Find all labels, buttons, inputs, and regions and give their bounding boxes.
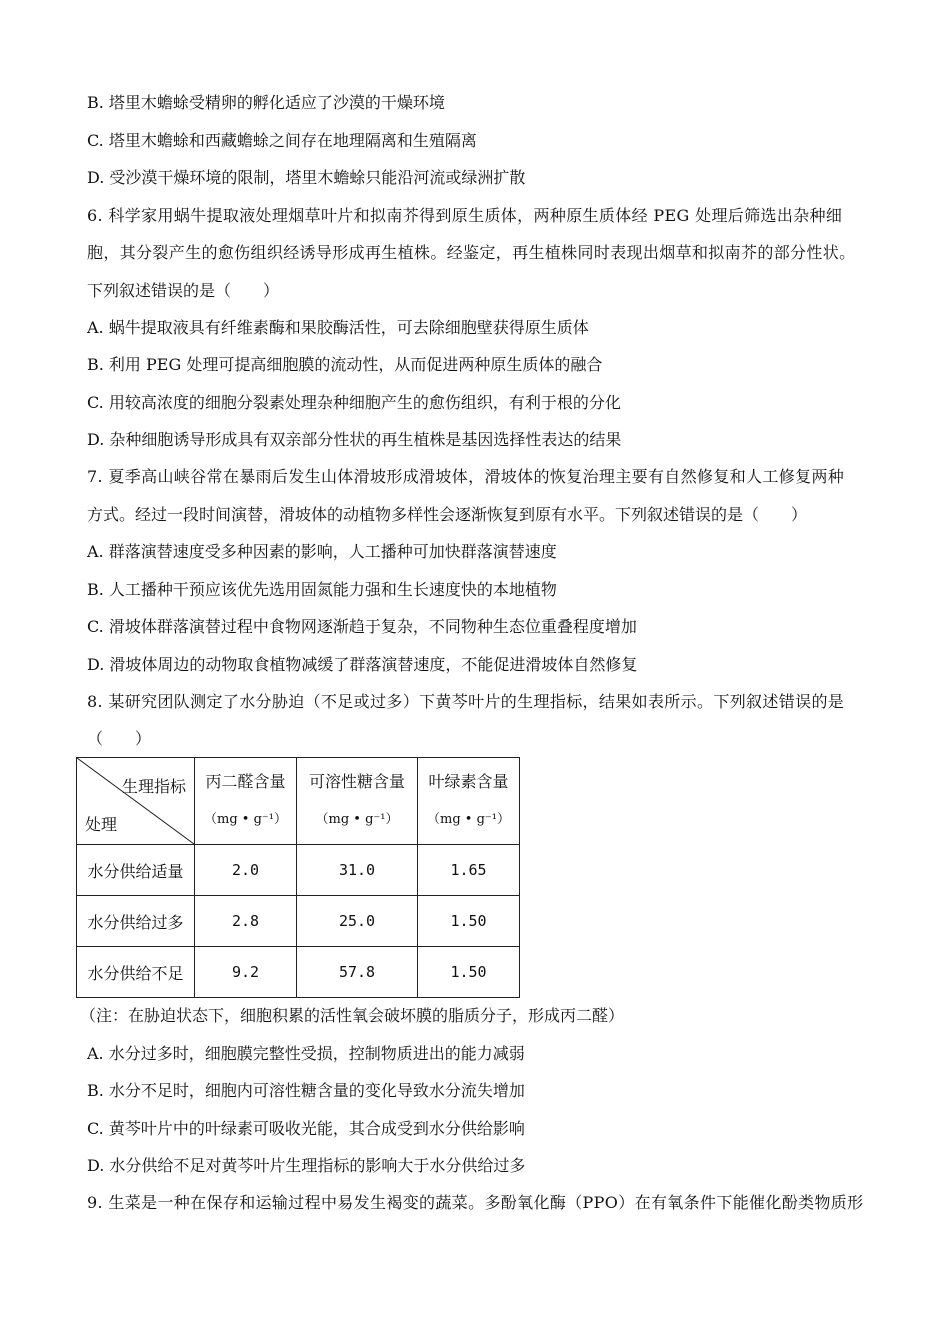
q8-option-a: A. 水分过多时，细胞膜完整性受损，控制物质进出的能力减弱 bbox=[87, 1044, 525, 1063]
cell-sugar: 57.8 bbox=[297, 947, 418, 998]
cell-sugar: 25.0 bbox=[297, 896, 418, 947]
q6-stem-line: 胞，其分裂产生的愈伤组织经诱导形成再生植株。经鉴定，再生植株同时表现出烟草和拟南芥的部分性状。 bbox=[87, 243, 856, 262]
q7-stem-line: 7. 夏季高山峡谷常在暴雨后发生山体滑坡形成滑坡体，滑坡体的恢复治理主要有自然修复和人工修复两种 bbox=[87, 467, 845, 486]
q7-option-b: B. 人工播种干预应该优先选用固氮能力强和生长速度快的本地植物 bbox=[87, 580, 557, 599]
cell-chlorophyll: 1.50 bbox=[418, 896, 520, 947]
corner-column-label: 生理指标 bbox=[121, 777, 186, 796]
row-label: 水分供给适量 bbox=[77, 845, 195, 896]
header-unit: （mg • g⁻¹） bbox=[427, 812, 510, 827]
q6-option-d: D. 杂种细胞诱导形成具有双亲部分性状的再生植株是基因选择性表达的结果 bbox=[87, 430, 622, 449]
cell-chlorophyll: 1.50 bbox=[418, 947, 520, 998]
cell-chlorophyll: 1.65 bbox=[418, 845, 520, 896]
cell-sugar: 31.0 bbox=[297, 845, 418, 896]
header-unit: （mg • g⁻¹） bbox=[315, 812, 399, 827]
q8-option-b: B. 水分不足时，细胞内可溶性糖含量的变化导致水分流失增加 bbox=[87, 1081, 525, 1100]
table-row bbox=[77, 947, 520, 998]
q8-option-d: D. 水分供给不足对黄芩叶片生理指标的影响大于水分供给过多 bbox=[87, 1156, 526, 1175]
q8-stem-line: （ ） bbox=[87, 729, 152, 748]
q7-option-c: C. 滑坡体群落演替过程中食物网逐渐趋于复杂，不同物种生态位重叠程度增加 bbox=[87, 617, 637, 636]
q8-stem-line: 8. 某研究团队测定了水分胁迫（不足或过多）下黄芩叶片的生理指标，结果如表所示。下列叙述错误的是 bbox=[87, 692, 845, 711]
table-row bbox=[77, 896, 520, 947]
row-label: 水分供给不足 bbox=[77, 947, 195, 998]
q5-option-c: C. 塔里木蟾蜍和西藏蟾蜍之间存在地理隔离和生殖隔离 bbox=[87, 131, 477, 150]
q7-option-d: D. 滑坡体周边的动物取食植物减缓了群落演替速度，不能促进滑坡体自然修复 bbox=[87, 655, 638, 674]
q6-stem-line: 下列叙述错误的是（ ） bbox=[87, 281, 280, 300]
q6-option-c: C. 用较高浓度的细胞分裂素处理杂种细胞产生的愈伤组织，有利于根的分化 bbox=[87, 393, 621, 412]
corner-row-label: 处理 bbox=[85, 815, 118, 834]
header-name: 可溶性糖含量 bbox=[308, 772, 405, 791]
q6-option-b: B. 利用 PEG 处理可提高细胞膜的流动性，从而促进两种原生质体的融合 bbox=[87, 355, 603, 374]
header-name: 叶绿素含量 bbox=[428, 772, 509, 791]
q6-stem-line: 6. 科学家用蜗牛提取液处理烟草叶片和拟南芥得到原生质体，两种原生质体经 PEG 处理后筛选出杂种细 bbox=[87, 206, 843, 225]
table-corner-cell bbox=[77, 758, 195, 845]
cell-mda: 2.8 bbox=[195, 896, 297, 947]
header-chlorophyll bbox=[418, 758, 520, 845]
cell-mda: 2.0 bbox=[195, 845, 297, 896]
table-row bbox=[77, 845, 520, 896]
header-sugar bbox=[297, 758, 418, 845]
header-mda bbox=[195, 758, 297, 845]
header-unit: （mg • g⁻¹） bbox=[204, 812, 287, 827]
q9-stem-line: 9. 生菜是一种在保存和运输过程中易发生褐变的蔬菜。多酚氧化酶（PPO）在有氧条件下能催化酚类物质形 bbox=[87, 1193, 864, 1212]
cell-mda: 9.2 bbox=[195, 947, 297, 998]
q7-stem-line: 方式。经过一段时间演替，滑坡体的动植物多样性会逐渐恢复到原有水平。下列叙述错误的是（ ） bbox=[87, 505, 808, 524]
q5-option-d: D. 受沙漠干燥环境的限制，塔里木蟾蜍只能沿河流或绿洲扩散 bbox=[87, 168, 526, 187]
q5-option-b: B. 塔里木蟾蜍受精卵的孵化适应了沙漠的干燥环境 bbox=[87, 93, 445, 112]
header-name: 丙二醛含量 bbox=[205, 772, 286, 791]
row-label: 水分供给过多 bbox=[77, 896, 195, 947]
q8-table-note: （注：在胁迫状态下，细胞积累的活性氧会破坏膜的脂质分子，形成丙二醛） bbox=[80, 1006, 625, 1025]
table-header-row bbox=[77, 758, 520, 845]
q6-option-a: A. 蜗牛提取液具有纤维素酶和果胶酶活性，可去除细胞壁获得原生质体 bbox=[87, 318, 589, 337]
q8-option-c: C. 黄芩叶片中的叶绿素可吸收光能，其合成受到水分供给影响 bbox=[87, 1119, 525, 1138]
q7-option-a: A. 群落演替速度受多种因素的影响，人工播种可加快群落演替速度 bbox=[87, 542, 557, 561]
physiology-table bbox=[76, 757, 520, 998]
